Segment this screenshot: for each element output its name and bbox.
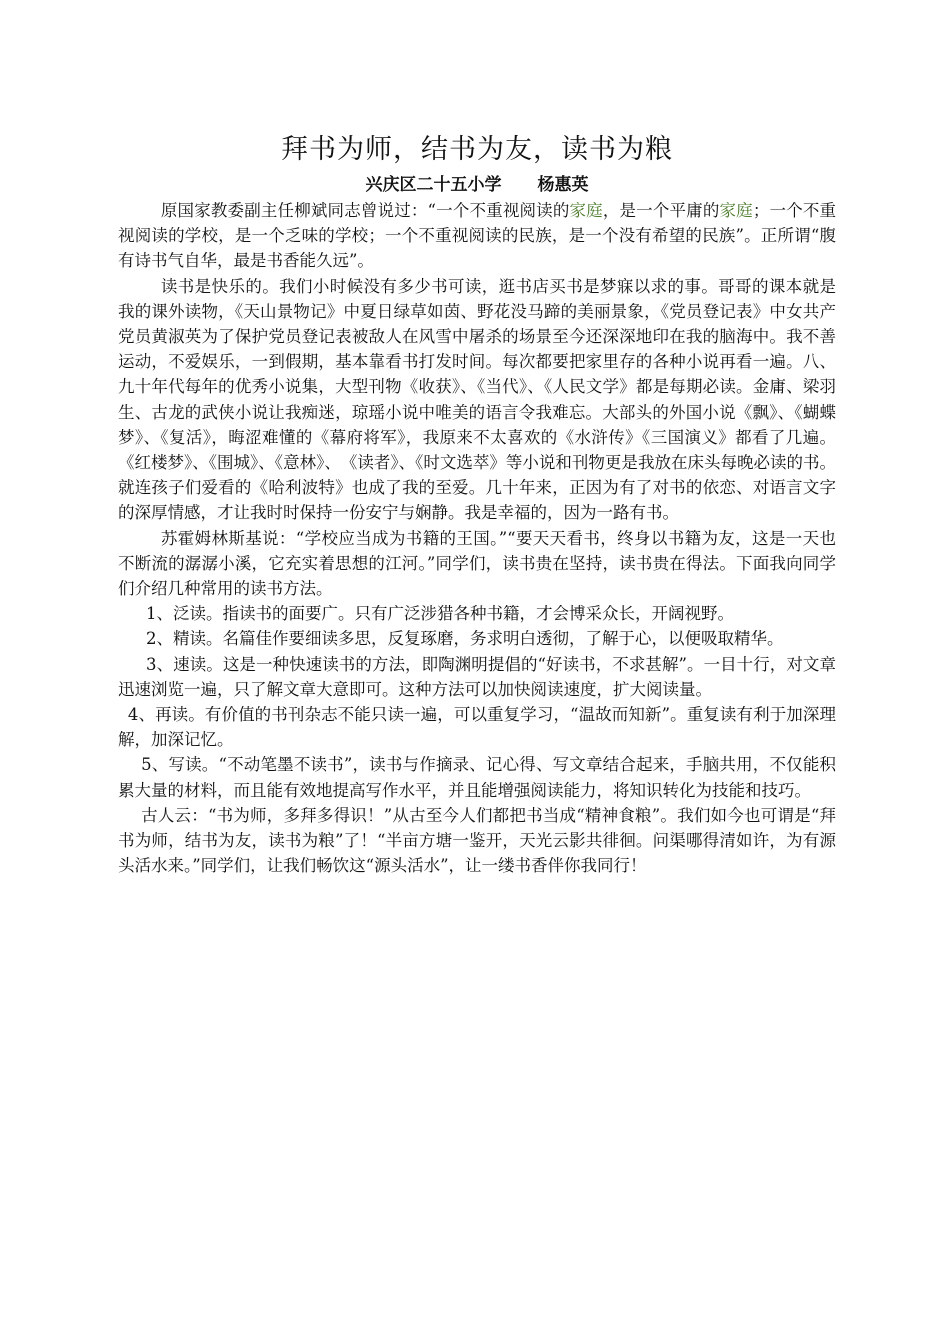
byline-author: 杨惠英 — [537, 175, 589, 195]
paragraph-conclusion: 古人云：“书为师，多拜多得识！”从古至今人们都把书当成“精神食粮”。我们如今也可谓是“拜书为师，结书为友，读书为粮”了！“半亩方塘一鉴开，天光云影共徘徊。问渠哪得清如许，为有源头活水来。”同学们，让我们畅饮这“源头活水”，让一缕书香伴你我同行！ — [118, 805, 836, 876]
intro-highlight-family-1: 家庭 — [569, 201, 603, 220]
document-title: 拜书为师，结书为友，读书为粮 — [281, 134, 673, 165]
method-item-1: 1、泛读。指读书的面要广。只有广泛涉猎各种书籍，才会博采众长，开阔视野。 — [146, 604, 735, 624]
byline — [118, 172, 836, 198]
intro-text-c: ；一个不重视阅读的学校，是一个乏味的学校；一个不重视阅读的民族，是一个没有希望的民族”。正所谓“腹有诗书气自华，最是书香能久远”。 — [118, 201, 837, 271]
document-page — [118, 128, 836, 878]
byline-school: 兴庆区二十五小学 — [365, 175, 502, 195]
intro-text-b: ，是一个平庸的 — [602, 201, 720, 220]
intro-highlight-family-2: 家庭 — [719, 201, 753, 220]
paragraph-reading-joy: 读书是快乐的。我们小时候没有多少书可读，逛书店买书是梦寐以求的事。哥哥的课本就是我的课外读物，《天山景物记》中夏日绿草如茵、野花没马蹄的美丽景象，《党员登记表》中女共产党员黄淑英为了保护党员登记表被敌人在风雪中屠杀的场景至今还深深地印在我的脑海中。我不善运动，不爱娱乐，一到假期，基本靠看书打发时间。每次都要把家里存的各种小说再看一遍。八、九十年代每年的优秀小说集，大型刊物《收获》、《当代》、《人民文学》都是每期必读。金庸、梁羽生、古龙的武侠小说让我痴迷，琼瑶小说中唯美的语言令我难忘。大部头的外国小说《飘》、《蝴蝶梦》、《复活》，晦涩难懂的《幕府将军》，我原来不太喜欢的《水浒传》《三国演义》都看了几遍。《红楼梦》、《围城》、《意林》、 《读者》、《时文选萃》等小说和刊物更是我放在床头每晚必读的书。就连孩子们爱看的《哈利波特》也成了我的至爱。几十年来，正因为有了对书的依恋、对语言文字的深厚情感，才让我时时保持一份安宁与娴静。我是幸福的，因为一路有书。 — [118, 276, 836, 523]
method-item-3: 3、速读。这是一种快速读书的方法，即陶渊明提倡的“好读书，不求甚解”。一目十行，对文章迅速浏览一遍，只了解文章大意即可。这种方法可以加快阅读速度，扩大阅读量。 — [118, 654, 836, 699]
intro-text-a: 原国家教委副主任柳斌同志曾说过：“一个不重视阅读的 — [160, 201, 570, 220]
paragraph-sukhomlinsky: 苏霍姆林斯基说：“学校应当成为书籍的王国。”“要天天看书，终身以书籍为友，这是一天也不断流的潺潺小溪，它充实着思想的江河。”同学们，读书贵在坚持，读书贵在得法。下面我向同学们介绍几种常用的读书方法。 — [118, 528, 836, 599]
method-item-5: 5、写读。“不动笔墨不读书”，读书与作摘录、记心得、写文章结合起来，手脑共用，不仅能积累大量的材料，而且能有效地提高写作水平，并且能增强阅读能力，将知识转化为技能和技巧。 — [118, 755, 836, 800]
method-item-4: 4、再读。有价值的书刊杂志不能只读一遍，可以重复学习，“温故而知新”。重复读有利于加深理解，加深记忆。 — [118, 705, 836, 750]
method-item-2: 2、精读。名篇佳作要细读多思，反复琢磨，务求明白透彻，了解于心，以便吸取精华。 — [146, 629, 784, 649]
paragraph-intro — [118, 198, 836, 274]
